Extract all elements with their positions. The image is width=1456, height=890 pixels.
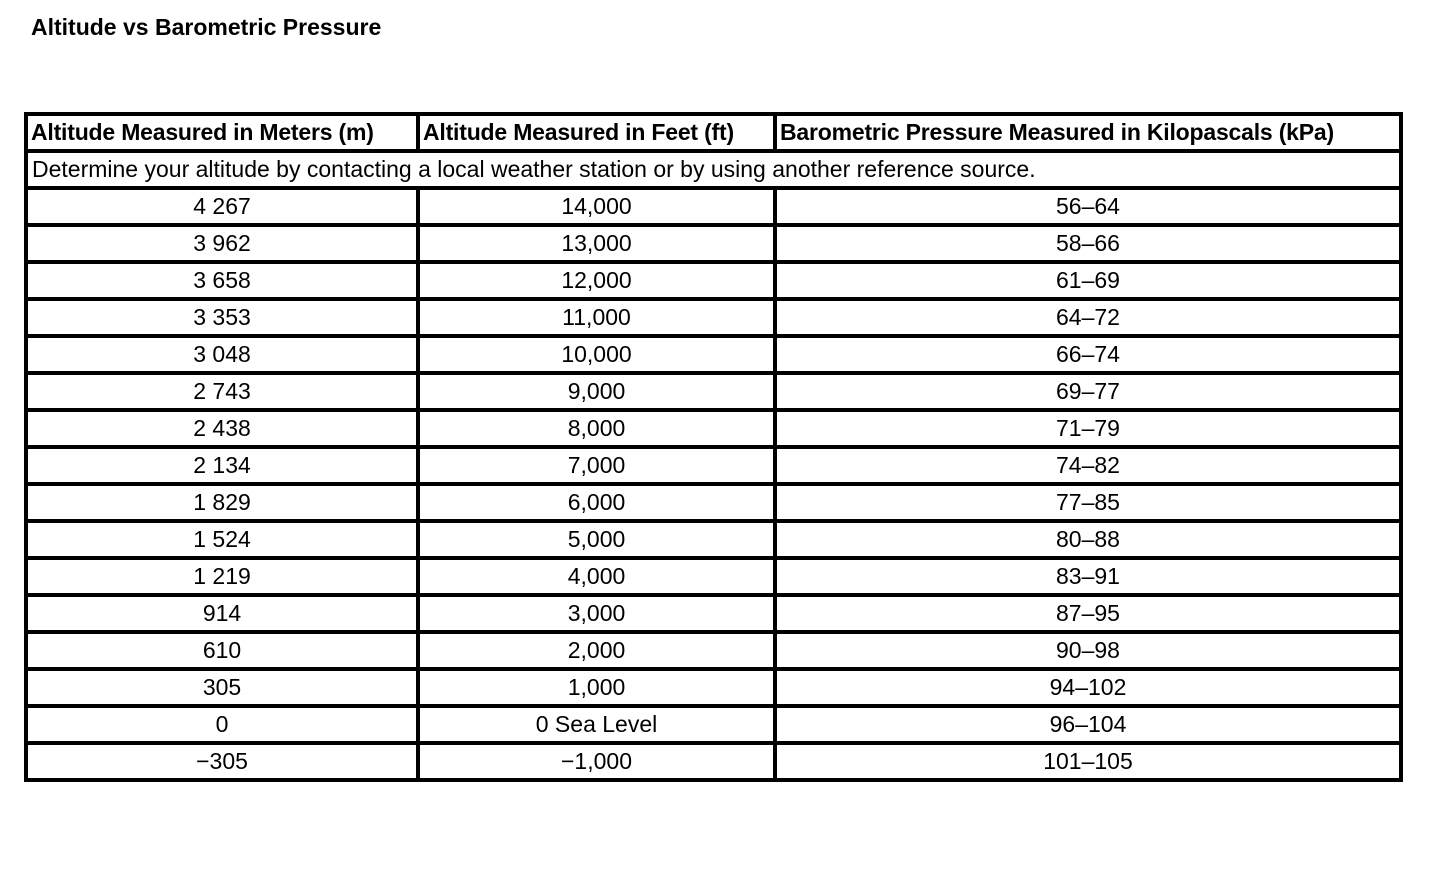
table-row [26, 262, 1401, 299]
table-row [26, 632, 1401, 669]
note-row [26, 151, 1401, 188]
cell-pressure: 83–91 [775, 558, 1401, 595]
cell-meters: 305 [26, 669, 418, 706]
cell-pressure: 101–105 [775, 743, 1401, 780]
cell-meters: 1 524 [26, 521, 418, 558]
cell-pressure: 66–74 [775, 336, 1401, 373]
cell-meters: 3 962 [26, 225, 418, 262]
table-row [26, 706, 1401, 743]
cell-feet: 1,000 [418, 669, 775, 706]
cell-meters: 2 134 [26, 447, 418, 484]
cell-pressure: 80–88 [775, 521, 1401, 558]
cell-feet: 14,000 [418, 188, 775, 225]
cell-pressure: 74–82 [775, 447, 1401, 484]
table-row [26, 225, 1401, 262]
cell-pressure: 69–77 [775, 373, 1401, 410]
cell-pressure: 94–102 [775, 669, 1401, 706]
cell-meters: 2 438 [26, 410, 418, 447]
table-row [26, 595, 1401, 632]
cell-meters: 1 219 [26, 558, 418, 595]
cell-meters: 3 048 [26, 336, 418, 373]
cell-feet: 3,000 [418, 595, 775, 632]
cell-pressure: 87–95 [775, 595, 1401, 632]
table-row [26, 743, 1401, 780]
table-header-row [26, 114, 1401, 151]
cell-pressure: 58–66 [775, 225, 1401, 262]
table-row [26, 373, 1401, 410]
cell-pressure: 77–85 [775, 484, 1401, 521]
note-text: Determine your altitude by contacting a local weather station or by using another reference source. [26, 151, 1401, 188]
cell-pressure: 90–98 [775, 632, 1401, 669]
header-pressure: Barometric Pressure Measured in Kilopascals (kPa) [775, 114, 1401, 151]
table-row [26, 521, 1401, 558]
table-body [26, 151, 1401, 780]
cell-meters: 3 353 [26, 299, 418, 336]
table-row [26, 558, 1401, 595]
table-row [26, 447, 1401, 484]
cell-feet: −1,000 [418, 743, 775, 780]
cell-feet: 13,000 [418, 225, 775, 262]
cell-feet: 10,000 [418, 336, 775, 373]
cell-pressure: 61–69 [775, 262, 1401, 299]
cell-meters: 1 829 [26, 484, 418, 521]
cell-feet: 9,000 [418, 373, 775, 410]
table-row [26, 484, 1401, 521]
table-row [26, 299, 1401, 336]
cell-feet: 2,000 [418, 632, 775, 669]
table-row [26, 188, 1401, 225]
cell-meters: 2 743 [26, 373, 418, 410]
cell-meters: 3 658 [26, 262, 418, 299]
cell-feet: 5,000 [418, 521, 775, 558]
cell-feet: 6,000 [418, 484, 775, 521]
cell-meters: 0 [26, 706, 418, 743]
cell-meters: 610 [26, 632, 418, 669]
cell-feet: 12,000 [418, 262, 775, 299]
table-row [26, 336, 1401, 373]
table-row [26, 410, 1401, 447]
cell-pressure: 64–72 [775, 299, 1401, 336]
altitude-pressure-table [24, 112, 1403, 782]
header-feet: Altitude Measured in Feet (ft) [418, 114, 775, 151]
table-row [26, 669, 1401, 706]
cell-feet: 7,000 [418, 447, 775, 484]
cell-pressure: 96–104 [775, 706, 1401, 743]
cell-meters: −305 [26, 743, 418, 780]
cell-feet: 4,000 [418, 558, 775, 595]
cell-pressure: 56–64 [775, 188, 1401, 225]
cell-feet: 8,000 [418, 410, 775, 447]
cell-feet: 0 Sea Level [418, 706, 775, 743]
cell-meters: 4 267 [26, 188, 418, 225]
cell-pressure: 71–79 [775, 410, 1401, 447]
cell-meters: 914 [26, 595, 418, 632]
cell-feet: 11,000 [418, 299, 775, 336]
header-meters: Altitude Measured in Meters (m) [26, 114, 418, 151]
page-title: Altitude vs Barometric Pressure [31, 14, 382, 40]
